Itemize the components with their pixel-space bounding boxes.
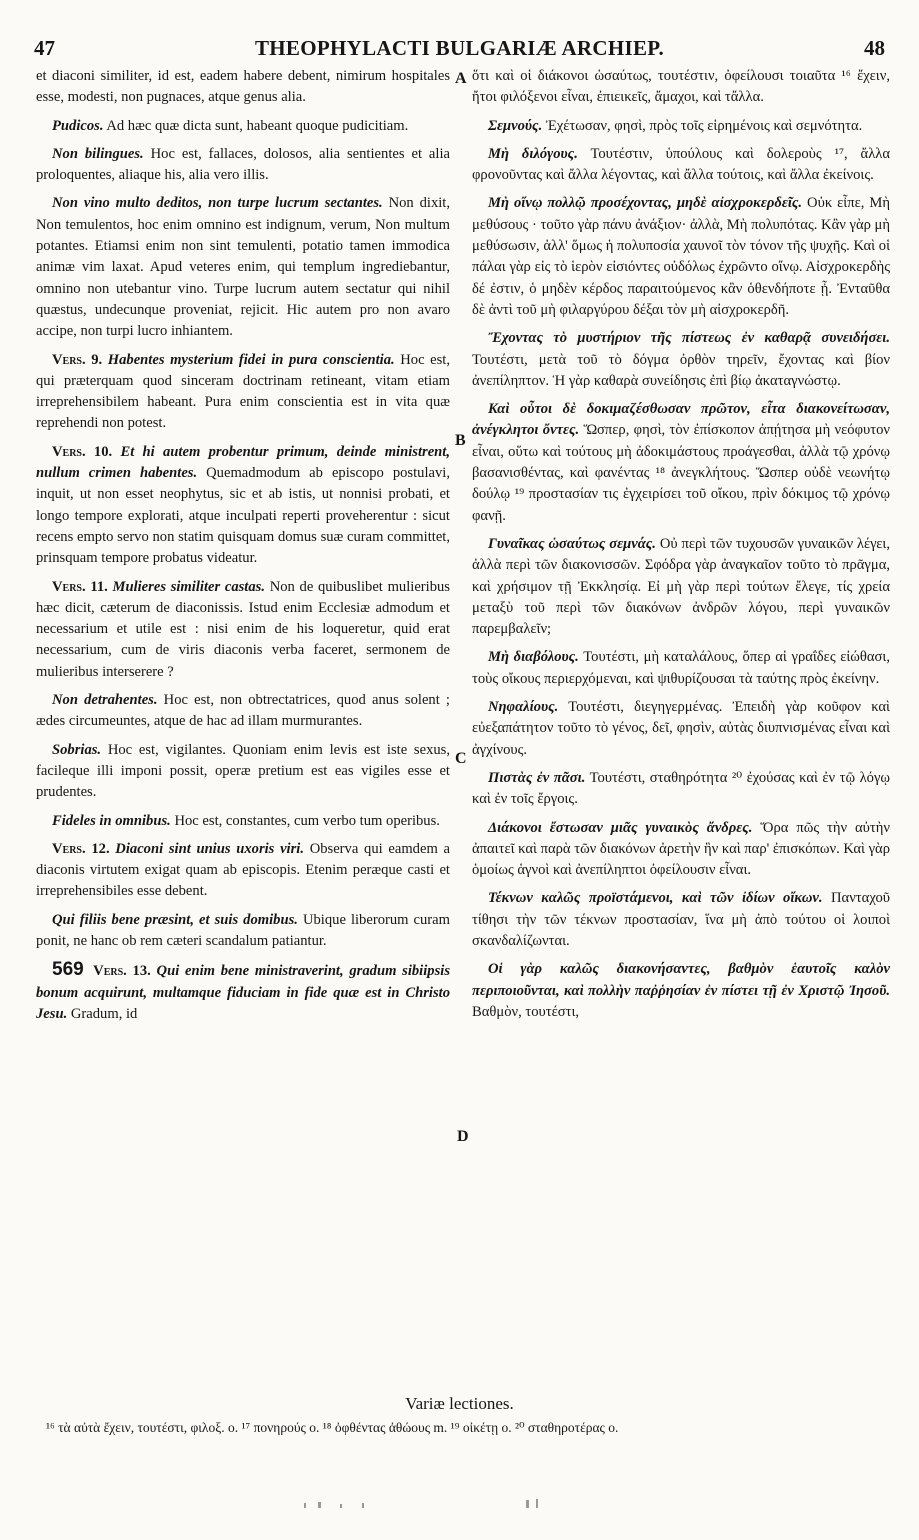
latin-paragraph: [36, 811, 450, 832]
commentary-text: Hoc est, fallaces, dolosos, alia sentientes et alia proloquentes, aliaque his, alia vero illis.: [36, 145, 450, 184]
commentary-text: Ad hæc quæ dicta sunt, habeant quoque pudicitiam.: [103, 117, 409, 134]
latin-paragraph: [36, 193, 450, 342]
commentary-text: Ὅρα πῶς τὴν αὐτὴν ἀπαιτεῖ καὶ παρὰ τῶν διακόνων ἀρετὴν ἣν καὶ παρ' ἐπισκόπων. Καὶ γὰρ ὁμοίως ἁγνοὶ καὶ ἀνεπίληπτοι ὀφείλουσιν εἶναι.: [472, 819, 891, 879]
greek-paragraph: [472, 647, 890, 690]
verse-label: Vers. 9.: [52, 351, 103, 368]
commentary-text: ὅτι καὶ οἱ διάκονοι ὡσαύτως, τουτέστιν, ὀφείλουσι τοιαῦτα ¹⁶ ἔχειν, ἤτοι φιλόξενοι εἶναι, ἐπιεικεῖς, ἄμαχοι, καὶ τἄλλα.: [472, 68, 890, 106]
commentary-text: Τουτέστιν, ὑπούλους καὶ δολεροὺς ¹⁷, ἄλλα φρονοῦντας καὶ ἄλλα λέγοντας, καὶ ἄλλα τούτοις, καὶ ἄλλα ἐκείνοις.: [472, 145, 891, 184]
commentary-text: Τουτέστι, μὴ καταλάλους, ὅπερ αἱ γραΐδες εἰώθασι, τοὺς οἴκους περιερχόμεναι, καὶ ψιθυρίζουσαι τὰ ταύτης πρὸς ἐκείνην.: [472, 649, 890, 687]
greek-paragraph: [472, 818, 890, 882]
variae-lectiones-notes: ¹⁶ τὰ αὐτὰ ἔχειν, τουτέστι, φιλοξ. o. ¹⁷ πονηρούς o. ¹⁸ ὀφθέντας ἀθώους m. ¹⁹ οἰκέτῃ o. ²⁰ σταθηροτέρας o.: [46, 1420, 619, 1435]
lemma: Non bilingues.: [52, 145, 144, 162]
page-number-left: 47: [34, 36, 55, 60]
latin-paragraph: [36, 442, 450, 570]
lemma: Mulieres similiter castas.: [107, 578, 265, 595]
margin-mark-d: D: [457, 1128, 469, 1145]
greek-paragraph: [472, 534, 890, 640]
greek-paragraph: [472, 193, 890, 321]
margin-mark-a: A: [455, 70, 467, 87]
lemma: Sobrias.: [52, 741, 102, 758]
lemma: Καὶ οὗτοι δὲ δοκιμαζέσθωσαν πρῶτον, εἶτα διακονείτωσαν, ἀνέγκλητοι ὄντες.: [472, 401, 890, 439]
page-number-right: 48: [864, 36, 885, 60]
verse-label: Vers. 12.: [52, 840, 110, 857]
lemma: Non detrahentes.: [52, 692, 158, 709]
commentary-text: Quemadmodum ab episcopo postulavi, inquit, ut non esset neophytus, sic et ab istis, ut nonnisi probati, et longo tempore explorati, atque inculpati reperti proveherentur : sicut recens empto servo non statim quisquam domus suæ curam committet, prinsquam tempore probatus videatur.: [36, 465, 450, 567]
commentary-text: Non dixit, Non temulentos, hoc enim omnino est indignum, verum, Non multum potantes. Etiamsi enim non sint temulenti, potatio tamen immodica animæ vim laxat. Apud veteres enim, qui templum ingrediebantur, omnino non utebantur vino. Turpe lucrum autem sectatur qui nihil quæstus, undecunque proveniat, rejicit. Hic autem pro non avaro accipe, non turpi lucro inhiantem.: [36, 195, 450, 340]
latin-paragraph: [36, 690, 450, 733]
commentary-text: Οὐ περὶ τῶν τυχουσῶν γυναικῶν λέγει, ἀλλὰ περὶ τῶν διακονισσῶν. Σφόδρα γὰρ ἀναγκαῖον τοῦτο τὸ πρᾶγμα, καὶ χρήσιμον τῇ Ἐκκλησίᾳ. Εἰ μὴ γὰρ περὶ τούτων ἔλεγε, τίς χρεία μεταξὺ τοῦ περὶ τῶν διακόνων ἀνδρῶν λόγου, περὶ γυναικῶν παρεμβαλεῖν;: [472, 535, 891, 638]
running-title: THEOPHYLACTI BULGARIÆ ARCHIEP.: [254, 36, 665, 60]
latin-paragraph: [36, 350, 450, 435]
commentary-text: Hoc est, constantes, cum verbo tum operibus.: [170, 812, 440, 829]
greek-paragraph: [472, 144, 890, 187]
lemma: Fideles in omnibus.: [52, 812, 171, 829]
greek-paragraph: [472, 399, 890, 527]
lemma: Γυναῖκας ὡσαύτως σεμνάς.: [488, 535, 656, 552]
commentary-text: Ἐχέτωσαν, φησὶ, πρὸς τοῖς εἰρημένοις καὶ σεμνότητα.: [542, 117, 863, 134]
lemma: Habentes mysterium fidei in pura conscientia.: [102, 351, 395, 368]
greek-paragraph: [472, 959, 890, 1023]
commentary-text: Τουτέστι, σταθηρότητα ²⁰ ἐχούσας καὶ ἐν τῷ λόγῳ καὶ ἐν τοῖς ἔργοις.: [472, 769, 891, 808]
greek-paragraph: [472, 328, 890, 392]
commentary-text: Ὥσπερ, φησὶ, τὸν ἐπίσκοπον ἀπῄτησα μὴ νεόφυτον εἶναι, οὕτω καὶ τούτους μὴ ἀδοκιμάστους προάγεσθαι, ἀλλὰ τῷ χρόνῳ βασανισθέντας, καὶ φανέντας ¹⁸ ἀνεγκλήτους. Ὥσπερ οὐδὲ νεωνήτῳ δούλῳ ¹⁹ προστασίαν τις ἐγχειρίσει τοῦ οἴκου, πρὶν δόκιμος τῷ χρόνῳ φανῇ.: [472, 422, 890, 524]
latin-paragraph: [36, 116, 450, 137]
running-header: [30, 36, 889, 64]
lemma: Pudicos.: [52, 117, 104, 134]
margin-mark-b: B: [455, 432, 466, 449]
lemma: Non vino multo deditos, non turpe lucrum sectantes.: [52, 195, 383, 212]
commentary-text: Observa qui eamdem a diaconis virtutem exigat quam ab episcopis. Etenim peræque casti et irreprehensibiles esse debent.: [36, 840, 450, 900]
greek-paragraph: [472, 66, 890, 109]
commentary-text: Πανταχοῦ τίθησι τὴν τῶν τέκνων προστασίαν, ἵνα μὴ ἀπὸ τούτου οἱ λοιποὶ σκανδαλίζωνται.: [472, 890, 890, 949]
commentary-text: Hoc est, vigilantes. Quoniam enim levis est iste sexus, facileque illi imponi possit, operæ pretium est eas vigiles esse et prudentes.: [36, 741, 450, 801]
commentary-text: Οὐκ εἶπε, Μὴ μεθύσους · τοῦτο γὰρ πάνυ ἀνάξιον· ἀλλὰ, Μὴ πολυπότας. Κἂν γὰρ μὴ μεθύσωσιν, ἀλλ' ὅμως ἡ πολυποσία χαυνοῖ τὸν τόνον τῆς ψυχῆς. Καὶ οἱ πάλαι γὰρ εἰς τὸ ἱερὸν εἰσιόντες οὐδόλως ἐχρῶντο οἴνῳ. Αἰσχροκερδὴς δέ ἐστιν, ὁ μηδὲν κέρδος παραιτούμενος κἂν ὁθενδήποτε ᾖ. Ἐνταῦθα δὲ ἀντὶ τοῦ μὴ φιλαργύρου δέξαι τὸν μὴ αἰσχροκερδῆ.: [472, 195, 890, 318]
lemma: Διάκονοι ἔστωσαν μιᾶς γυναικὸς ἄνδρες.: [488, 819, 753, 836]
lemma: Πιστὰς ἐν πᾶσι.: [488, 769, 586, 786]
margin-mark-c: C: [455, 750, 467, 767]
lemma: Μὴ διλόγους.: [488, 145, 578, 162]
commentary-text: Non de quibuslibet mulieribus hæc dicit, cæterum de diaconissis. Istud enim Ecclesiæ admodum et necessarium et utile est : nisi enim de his loqueretur, quid erat necessarium, cum de viris diaconis verba faceret, sermonem de mulieribus interserere ?: [36, 578, 450, 680]
commentary-text: Βαθμὸν, τουτέστι,: [472, 1003, 580, 1020]
greek-column: [472, 66, 890, 1030]
lemma: Et hi autem probentur primum, deinde ministrent, nullum crimen habentes.: [36, 443, 450, 482]
latin-paragraph: [36, 740, 450, 804]
lemma: Μὴ οἴνῳ πολλῷ προσέχοντας, μηδὲ αἰσχροκερδεῖς.: [488, 195, 803, 212]
commentary-text: Hoc est, qui præterquam quod sinceram doctrinam retineant, vitam etiam irreprehensibilem habeant. Pura enim conscientia est in vita quæ reprehendi non potest.: [36, 351, 450, 432]
verse-label: Vers. 13.: [87, 963, 151, 980]
lemma: Σεμνούς.: [488, 117, 543, 134]
latin-paragraph: [36, 144, 450, 187]
print-smudge: [300, 1497, 560, 1511]
greek-paragraph: [472, 768, 890, 811]
lemma: Τέκνων καλῶς προϊστάμενοι, καὶ τῶν ἰδίων οἴκων.: [488, 890, 823, 907]
latin-paragraph: [36, 910, 450, 953]
lemma: Μὴ διαβόλους.: [488, 649, 579, 666]
commentary-text: Ubique liberorum curam ponit, ne hanc ob rem cæteri scandalum patiantur.: [36, 911, 450, 949]
latin-paragraph: [36, 839, 450, 903]
commentary-text: Τουτέστι, διεγηγερμένας. Ἐπειδὴ γὰρ κοῦφον καὶ εὐεξαπάτητον τοῦτο τὸ γένος, δεῖ, φησὶν, αὐτὰς διυπνισμένας εἶναι καὶ ἀγχίνους.: [472, 699, 890, 758]
greek-paragraph: [472, 697, 890, 761]
commentary-text: Gradum, id: [67, 1005, 138, 1022]
latin-paragraph: [36, 577, 450, 683]
commentary-text: et diaconi similiter, id est, eadem habere debent, nimirum hospitales esse, modesti, non pugnaces, atque genus alia.: [36, 68, 450, 106]
latin-paragraph: [36, 959, 450, 1025]
commentary-text: Hoc est, non obtrectatrices, quod anus solent ; ædes circumeuntes, atque de hac ad illam murmurantes.: [36, 692, 450, 730]
greek-paragraph: [472, 888, 890, 952]
variae-lectiones-title: Variæ lectiones.: [405, 1394, 514, 1413]
lemma: Νηφαλίους.: [488, 699, 559, 716]
column-number: 569: [52, 959, 84, 981]
commentary-text: Τουτέστι, μετὰ τοῦ τὸ δόγμα ὀρθὸν τηρεῖν, ἔχοντας καὶ βίον ἀνεπίληπτον. Ἡ γὰρ καθαρὰ συνείδησις ἐπὶ βίῳ ἀκαταγνώστῳ.: [472, 351, 890, 389]
verse-label: Vers. 11.: [52, 578, 108, 595]
lemma: Qui enim bene ministraverint, gradum sibiipsis bonum acquirunt, multamque fiduciam in fide quæ est in Christo Jesu.: [36, 963, 451, 1022]
lemma: Οἱ γὰρ καλῶς διακονήσαντες, βαθμὸν ἑαυτοῖς καλὸν περιποιοῦνται, καὶ πολλὴν παῤῥησίαν ἐν πίστει τῇ ἐν Χριστῷ Ἰησοῦ.: [472, 961, 890, 999]
greek-paragraph: [472, 116, 890, 137]
latin-column: [36, 66, 450, 1032]
verse-label: Vers. 10.: [52, 443, 113, 460]
lemma: Qui filiis bene præsint, et suis domibus.: [52, 911, 298, 928]
lemma: Diaconi sint unius uxoris viri.: [109, 840, 304, 857]
latin-paragraph: [36, 66, 450, 109]
lemma: Ἔχοντας τὸ μυστήριον τῆς πίστεως ἐν καθαρᾷ συνειδήσει.: [488, 330, 890, 347]
